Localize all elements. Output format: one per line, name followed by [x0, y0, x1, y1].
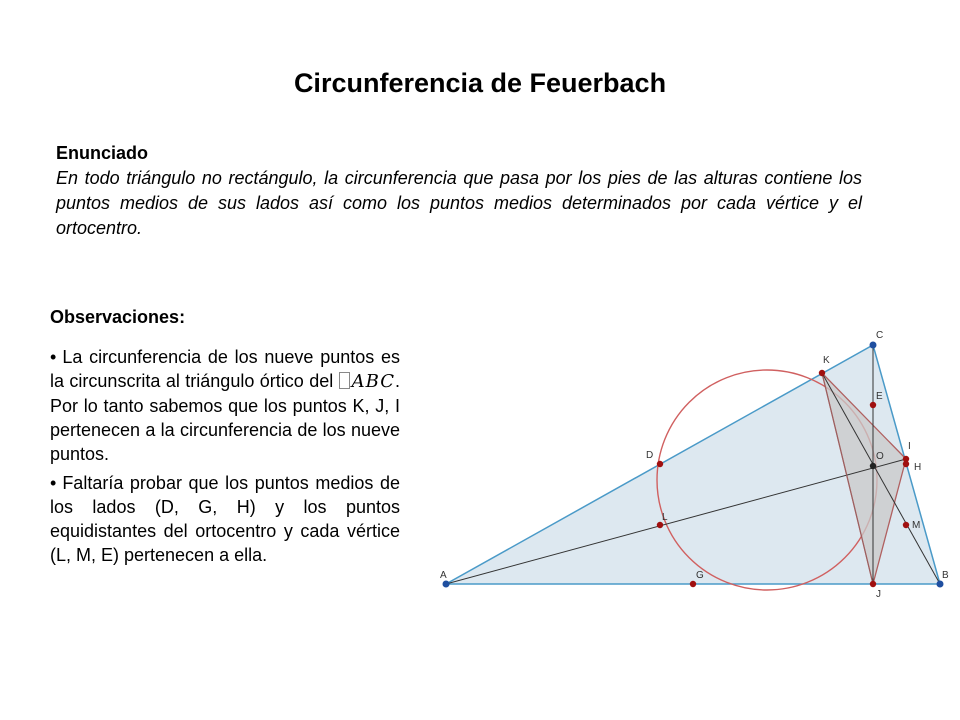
label-o: O [876, 451, 884, 462]
triangle-abc-formula [339, 371, 395, 392]
observation-item-1 [50, 345, 400, 466]
statement-heading: Enunciado [56, 143, 149, 163]
point-e [870, 402, 876, 408]
point-b [937, 581, 944, 588]
label-i: I [908, 441, 911, 452]
label-d: D [646, 450, 654, 461]
bullet-icon: • [50, 473, 57, 493]
observation-item-2 [50, 471, 400, 567]
triangle-symbol-icon [339, 372, 350, 389]
statement-section [56, 143, 862, 241]
observation-2-text: Faltaría probar que los puntos medios de los lados (D, G, H) y los puntos equidistantes del ortocentro y cada vértice (L, M, E) pertenecen a ella. [50, 473, 400, 565]
point-c [870, 342, 877, 349]
point-g [690, 581, 696, 587]
label-j: J [876, 589, 881, 600]
label-g: G [696, 570, 704, 581]
label-e: E [876, 391, 883, 402]
point-k [819, 370, 825, 376]
point-m [903, 522, 909, 528]
observation-1-text-start: La circunferencia de los nueve puntos es la circunscrita al triángulo órtico del [50, 347, 400, 391]
point-o [870, 463, 876, 469]
observations-list [50, 345, 400, 567]
label-c: C [876, 330, 884, 341]
page-title: Circunferencia de Feuerbach [293, 68, 667, 98]
observation-1-text-end: . Por lo tanto sabemos que los puntos K, J, I pertenecen a la circunferencia de los nueve puntos. [50, 371, 400, 464]
feuerbach-figure [420, 315, 960, 720]
point-h [903, 461, 909, 467]
label-a: A [440, 570, 447, 581]
point-d [657, 461, 663, 467]
label-l: L [662, 512, 668, 523]
point-j [870, 581, 876, 587]
observations-heading: Observaciones: [50, 307, 186, 327]
label-b: B [942, 570, 949, 581]
triangle-abc-text: ABC [351, 371, 395, 392]
label-m: M [912, 520, 921, 531]
label-k: K [823, 355, 830, 366]
point-a [443, 581, 450, 588]
observations-section [50, 307, 400, 572]
bullet-icon: • [50, 347, 57, 367]
label-h: H [914, 462, 922, 473]
statement-text: En todo triángulo no rectángulo, la circunferencia que pasa por los pies de las alturas contiene los puntos medios de sus lados así como los puntos medios determinados por cada vértice y el ortocentro. [56, 168, 862, 238]
